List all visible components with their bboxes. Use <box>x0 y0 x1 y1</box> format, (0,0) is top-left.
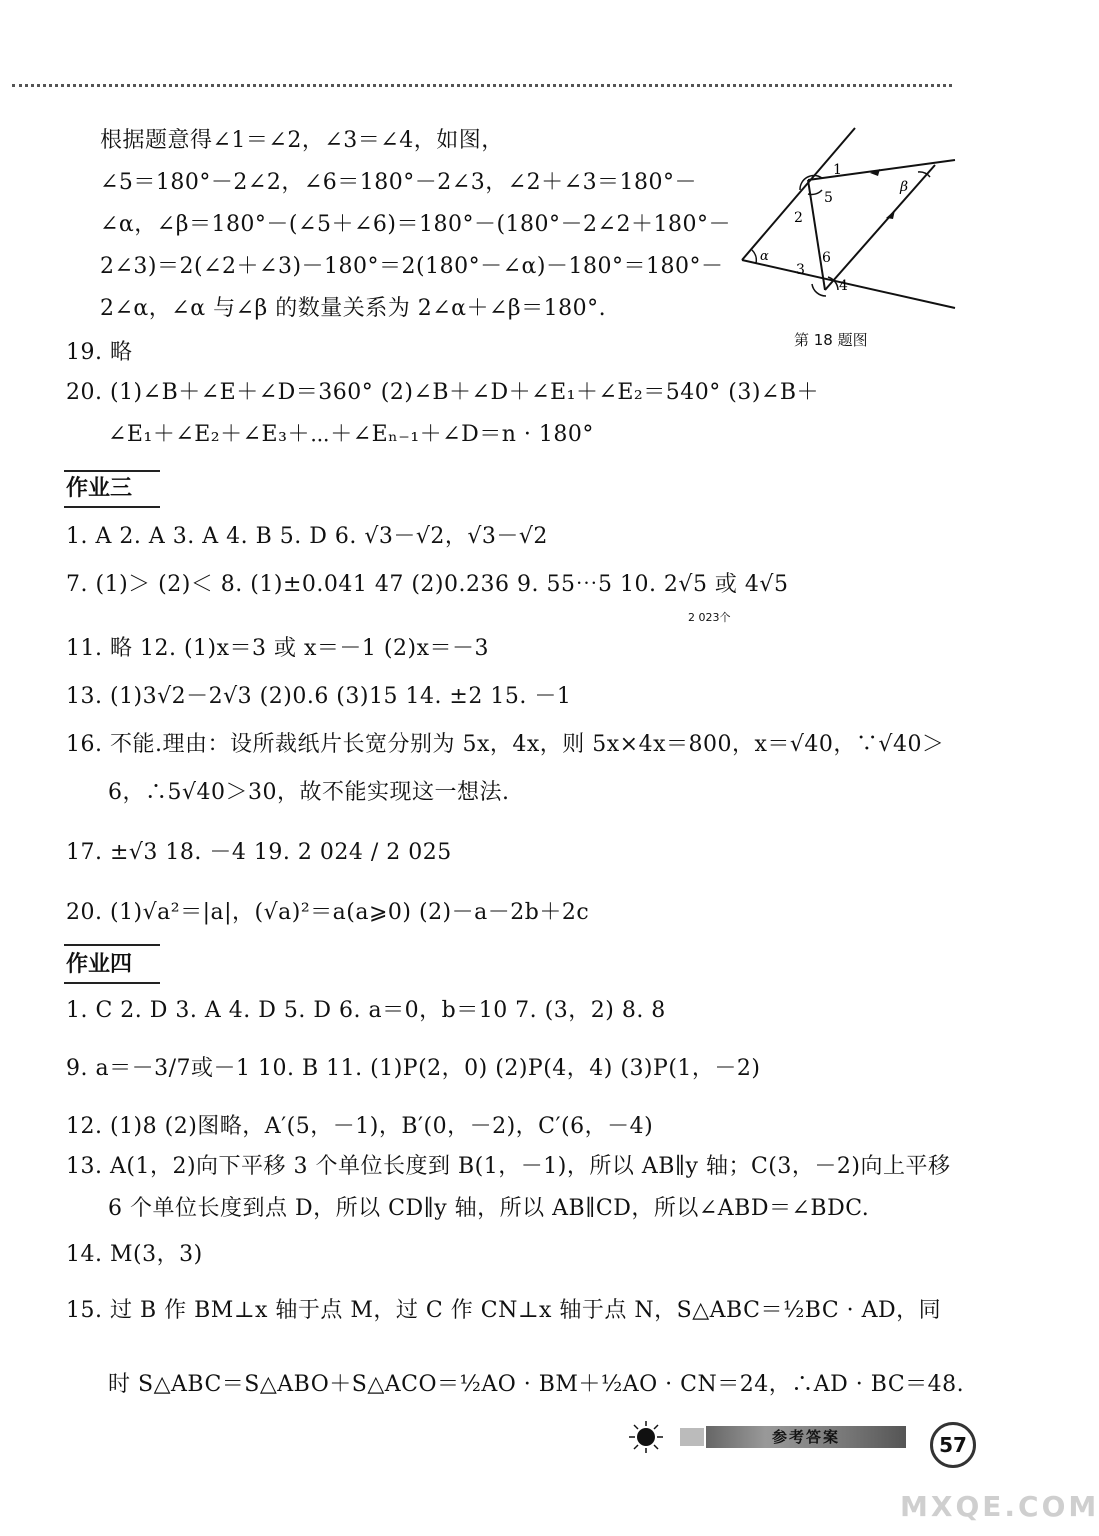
s4-line-7: 15. 过 B 作 BM⊥x 轴于点 M，过 C 作 CN⊥x 轴于点 N，S△ABC＝½BC · AD，同 <box>66 1298 942 1323</box>
fig-arrow-right <box>886 210 895 219</box>
fig-label-3: 3 <box>796 262 805 278</box>
s3-line-7: 17. ±√3 18. －4 19. 2 024 / 2 025 <box>66 840 452 865</box>
s3-line-1: 1. A 2. A 3. A 4. B 5. D 6. √3－√2，√3－√2 <box>66 524 548 549</box>
figure-18 <box>730 120 960 310</box>
footer-bar-accent <box>680 1428 704 1446</box>
s3-line-8: 20. (1)√a²＝|a|，(√a)²＝a(a⩾0) (2)－a－2b＋2c <box>66 900 590 925</box>
s3-line-4: 13. (1)3√2－2√3 (2)0.6 (3)15 14. ±2 15. －1 <box>66 684 572 709</box>
fig-arc-alpha <box>752 250 756 263</box>
answer-20-line-2: ∠E₁＋∠E₂＋∠E₃＋⋯＋∠Eₙ₋₁＋∠D＝n · 180° <box>108 422 594 447</box>
answer-20-line-1: 20. (1)∠B＋∠E＋∠D＝360° (2)∠B＋∠D＋∠E₁＋∠E₂＝540° (3)∠B＋ <box>66 380 820 405</box>
fig-label-1: 1 <box>833 162 842 178</box>
section-3-top-rule <box>64 470 160 472</box>
fig-label-alpha: α <box>760 249 769 264</box>
p18-line-2: ∠5＝180°－2∠2，∠6＝180°－2∠3，∠2＋∠3＝180°－ <box>100 170 698 195</box>
fig-label-6: 6 <box>822 250 831 266</box>
fig-label-2: 2 <box>794 210 803 226</box>
s4-line-8: 时 S△ABC＝S△ABO＋S△ACO＝½AO · BM＋½AO · CN＝24，∴AD · BC＝48. <box>108 1372 965 1397</box>
watermark: MXQE.COM <box>900 1490 1099 1523</box>
sun-icon <box>626 1420 666 1454</box>
fig-line-right-ray <box>825 165 935 290</box>
footer-label: 参考答案 <box>772 1428 841 1446</box>
s4-line-5: 6 个单位长度到点 D，所以 CD∥y 轴，所以 AB∥CD，所以∠ABD＝∠BDC. <box>108 1196 870 1221</box>
p18-line-4: 2∠3)＝2(∠2＋∠3)－180°＝2(180°－∠α)－180°＝180°－ <box>100 254 724 279</box>
fig-label-beta: β <box>900 179 909 195</box>
s4-line-1: 1. C 2. D 3. A 4. D 5. D 6. a＝0，b＝10 7. (3，2) 8. 8 <box>66 998 666 1023</box>
s3-line-5: 16. 不能.理由：设所裁纸片长宽分别为 5x，4x，则 5x×4x＝800，x＝√40，∵√40＞ <box>66 732 945 757</box>
fig-line-left <box>742 128 855 260</box>
s3-line-3: 11. 略 12. (1)x＝3 或 x＝－1 (2)x＝－3 <box>66 636 489 661</box>
p18-line-5: 2∠α，∠α 与∠β 的数量关系为 2∠α＋∠β＝180°. <box>100 296 607 321</box>
s4-line-4: 13. A(1，2)向下平移 3 个单位长度到 B(1，－1)，所以 AB∥y 轴；C(3，－2)向上平移 <box>66 1154 951 1179</box>
section-3-title: 作业三 <box>66 476 133 501</box>
fig-label-5: 5 <box>824 190 833 206</box>
section-4-title: 作业四 <box>66 952 133 977</box>
figure-18-caption: 第 18 题图 <box>794 331 868 349</box>
p18-line-3: ∠α，∠β＝180°－(∠5＋∠6)＝180°－(180°－2∠2＋180°－ <box>100 212 731 237</box>
section-4-bottom-rule <box>64 982 160 984</box>
section-3-bottom-rule <box>64 506 160 508</box>
s4-line-2: 9. a＝－3/7或－1 10. B 11. (1)P(2，0) (2)P(4，4) (3)P(1，－2) <box>66 1056 761 1081</box>
fig-line-top-ray <box>808 160 955 180</box>
fig-line-bottom <box>742 260 955 308</box>
s3-line-6: 6，∴5√40＞30，故不能实现这一想法. <box>108 780 510 805</box>
top-dotted-rule <box>12 84 952 87</box>
answer-19: 19. 略 <box>66 340 133 365</box>
fig-line-middle <box>808 180 825 290</box>
s4-line-6: 14. M(3，3) <box>66 1242 203 1267</box>
s4-line-3: 12. (1)8 (2)图略，A′(5，－1)，B′(0，－2)，C′(6，－4) <box>66 1114 654 1139</box>
s3-line-2: 7. (1)＞ (2)＜ 8. (1)±0.041 47 (2)0.236 9. 55⋯5 10. 2√5 或 4√5 <box>66 572 789 597</box>
s3-underbrace-note: 2 023个 <box>688 611 731 624</box>
fig-label-4: 4 <box>839 278 848 294</box>
section-4-top-rule <box>64 944 160 946</box>
p18-line-1: 根据题意得∠1＝∠2，∠3＝∠4，如图， <box>100 128 504 153</box>
page-number: 57 <box>930 1422 976 1468</box>
